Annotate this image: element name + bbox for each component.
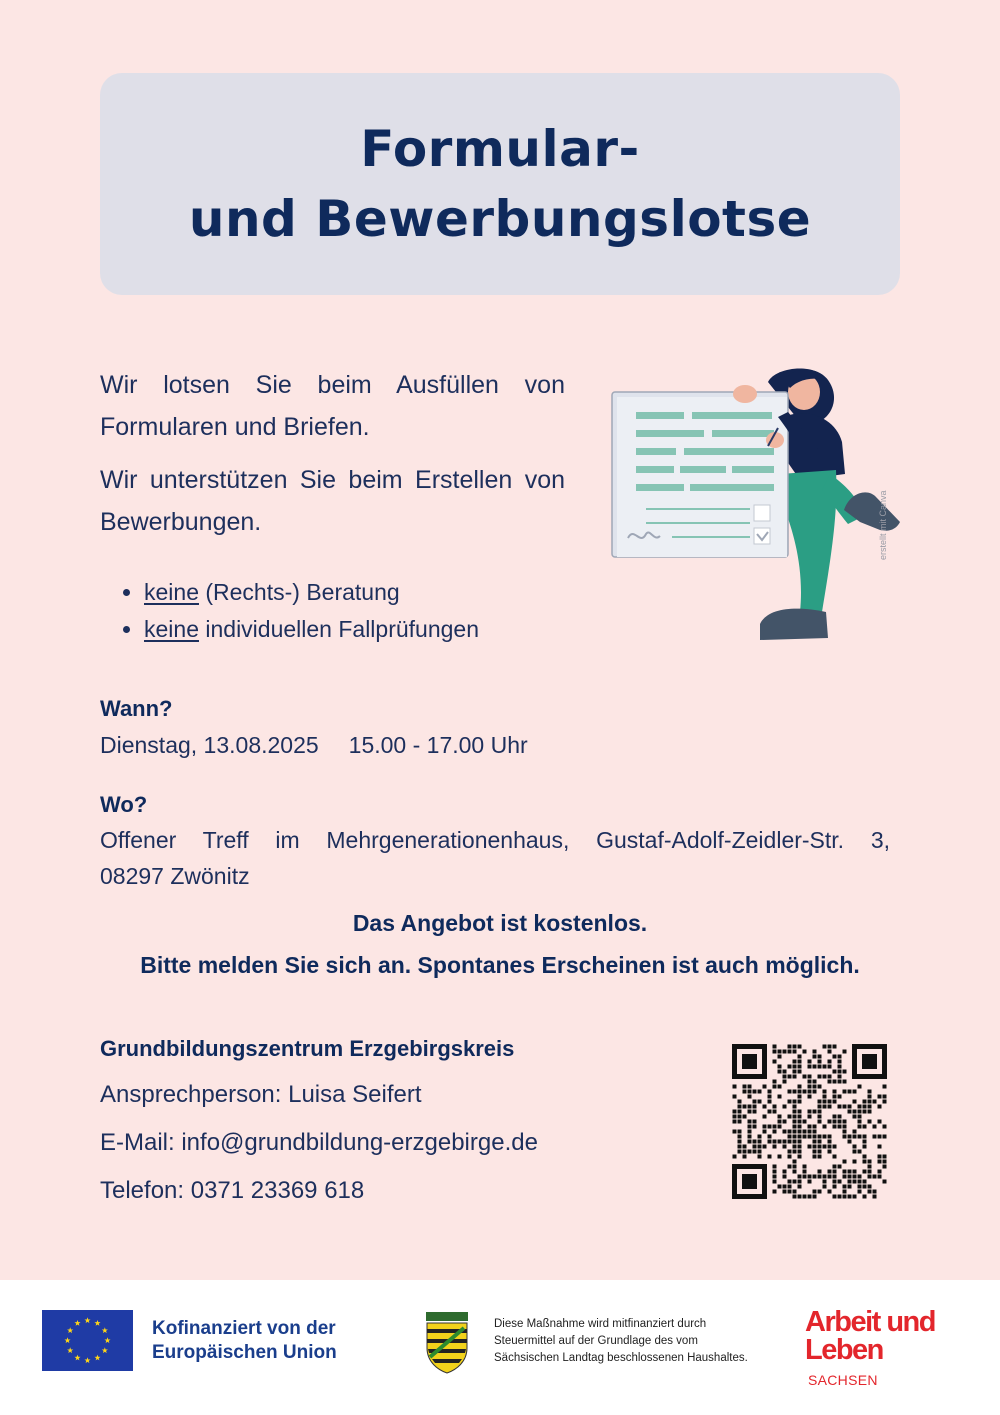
when-details xyxy=(100,727,528,763)
contact-email: E-Mail: info@grundbildung-erzgebirge.de xyxy=(100,1129,538,1156)
logo-line-1: Arbeit und xyxy=(805,1306,935,1338)
qr-code xyxy=(732,1044,887,1199)
title-line-2: und Bewerbungslotse xyxy=(188,190,812,248)
list-item-text: individuellen Fallprüfungen xyxy=(198,616,480,642)
offer-line-1: Das Angebot ist kostenlos. xyxy=(352,910,648,936)
contact-phone: Telefon: 0371 23369 618 xyxy=(100,1177,365,1204)
intro-text xyxy=(100,364,565,554)
organization-name: Grundbildungszentrum Erzgebirgskreis xyxy=(100,1036,515,1061)
eu-cofunding-text xyxy=(152,1317,337,1365)
title-line-1: Formular- xyxy=(360,120,640,178)
when-heading: Wann? xyxy=(100,696,173,721)
address-line-1: Offener Treff im Mehrgenerationenhaus, Gustaf-Adolf-Zeidler-Str. 3, xyxy=(100,827,890,853)
offer-note xyxy=(0,902,1000,986)
event-date: Dienstag, 13.08.2025 xyxy=(100,732,319,758)
logo-subtitle: SACHSEN xyxy=(808,1372,878,1388)
arbeit-und-leben-logo xyxy=(805,1308,935,1364)
address-line-2: 08297 Zwönitz xyxy=(100,863,250,889)
eu-line-1: Kofinanziert von der xyxy=(152,1318,336,1339)
funding-line-3: Sächsischen Landtag beschlossenen Haushaltes. xyxy=(494,1352,748,1364)
where-details xyxy=(100,822,890,894)
event-time: 15.00 - 17.00 Uhr xyxy=(348,732,528,758)
intro-paragraph-1: Wir lotsen Sie beim Ausfüllen von Formularen und Briefen. xyxy=(100,371,565,441)
footer xyxy=(0,1280,1000,1415)
saxony-crest-icon xyxy=(424,1312,470,1374)
illustration-credit: erstellt mit Canva xyxy=(878,490,888,560)
funding-line-2: Steuermittel auf der Grundlage des vom xyxy=(494,1335,698,1347)
emphasis: keine xyxy=(144,616,199,642)
funding-line-1: Diese Maßnahme wird mitfinanziert durch xyxy=(494,1318,707,1330)
form-illustration xyxy=(600,362,900,652)
title-box xyxy=(100,73,900,295)
eu-line-2: Europäischen Union xyxy=(152,1342,337,1363)
logo-line-2: Leben xyxy=(805,1334,883,1366)
eu-flag-icon xyxy=(42,1310,133,1371)
limitations-list xyxy=(120,574,479,648)
list-item xyxy=(144,611,479,648)
funding-note xyxy=(494,1316,784,1367)
list-item-text: (Rechts-) Beratung xyxy=(198,579,400,605)
emphasis: keine xyxy=(144,579,199,605)
intro-paragraph-2: Wir unterstützen Sie beim Erstellen von Bewerbungen. xyxy=(100,466,565,536)
list-item xyxy=(144,574,479,611)
contact-person: Ansprechperson: Luisa Seifert xyxy=(100,1081,422,1108)
offer-line-2: Bitte melden Sie sich an. Spontanes Erscheinen ist auch möglich. xyxy=(140,952,860,978)
where-heading: Wo? xyxy=(100,792,148,817)
